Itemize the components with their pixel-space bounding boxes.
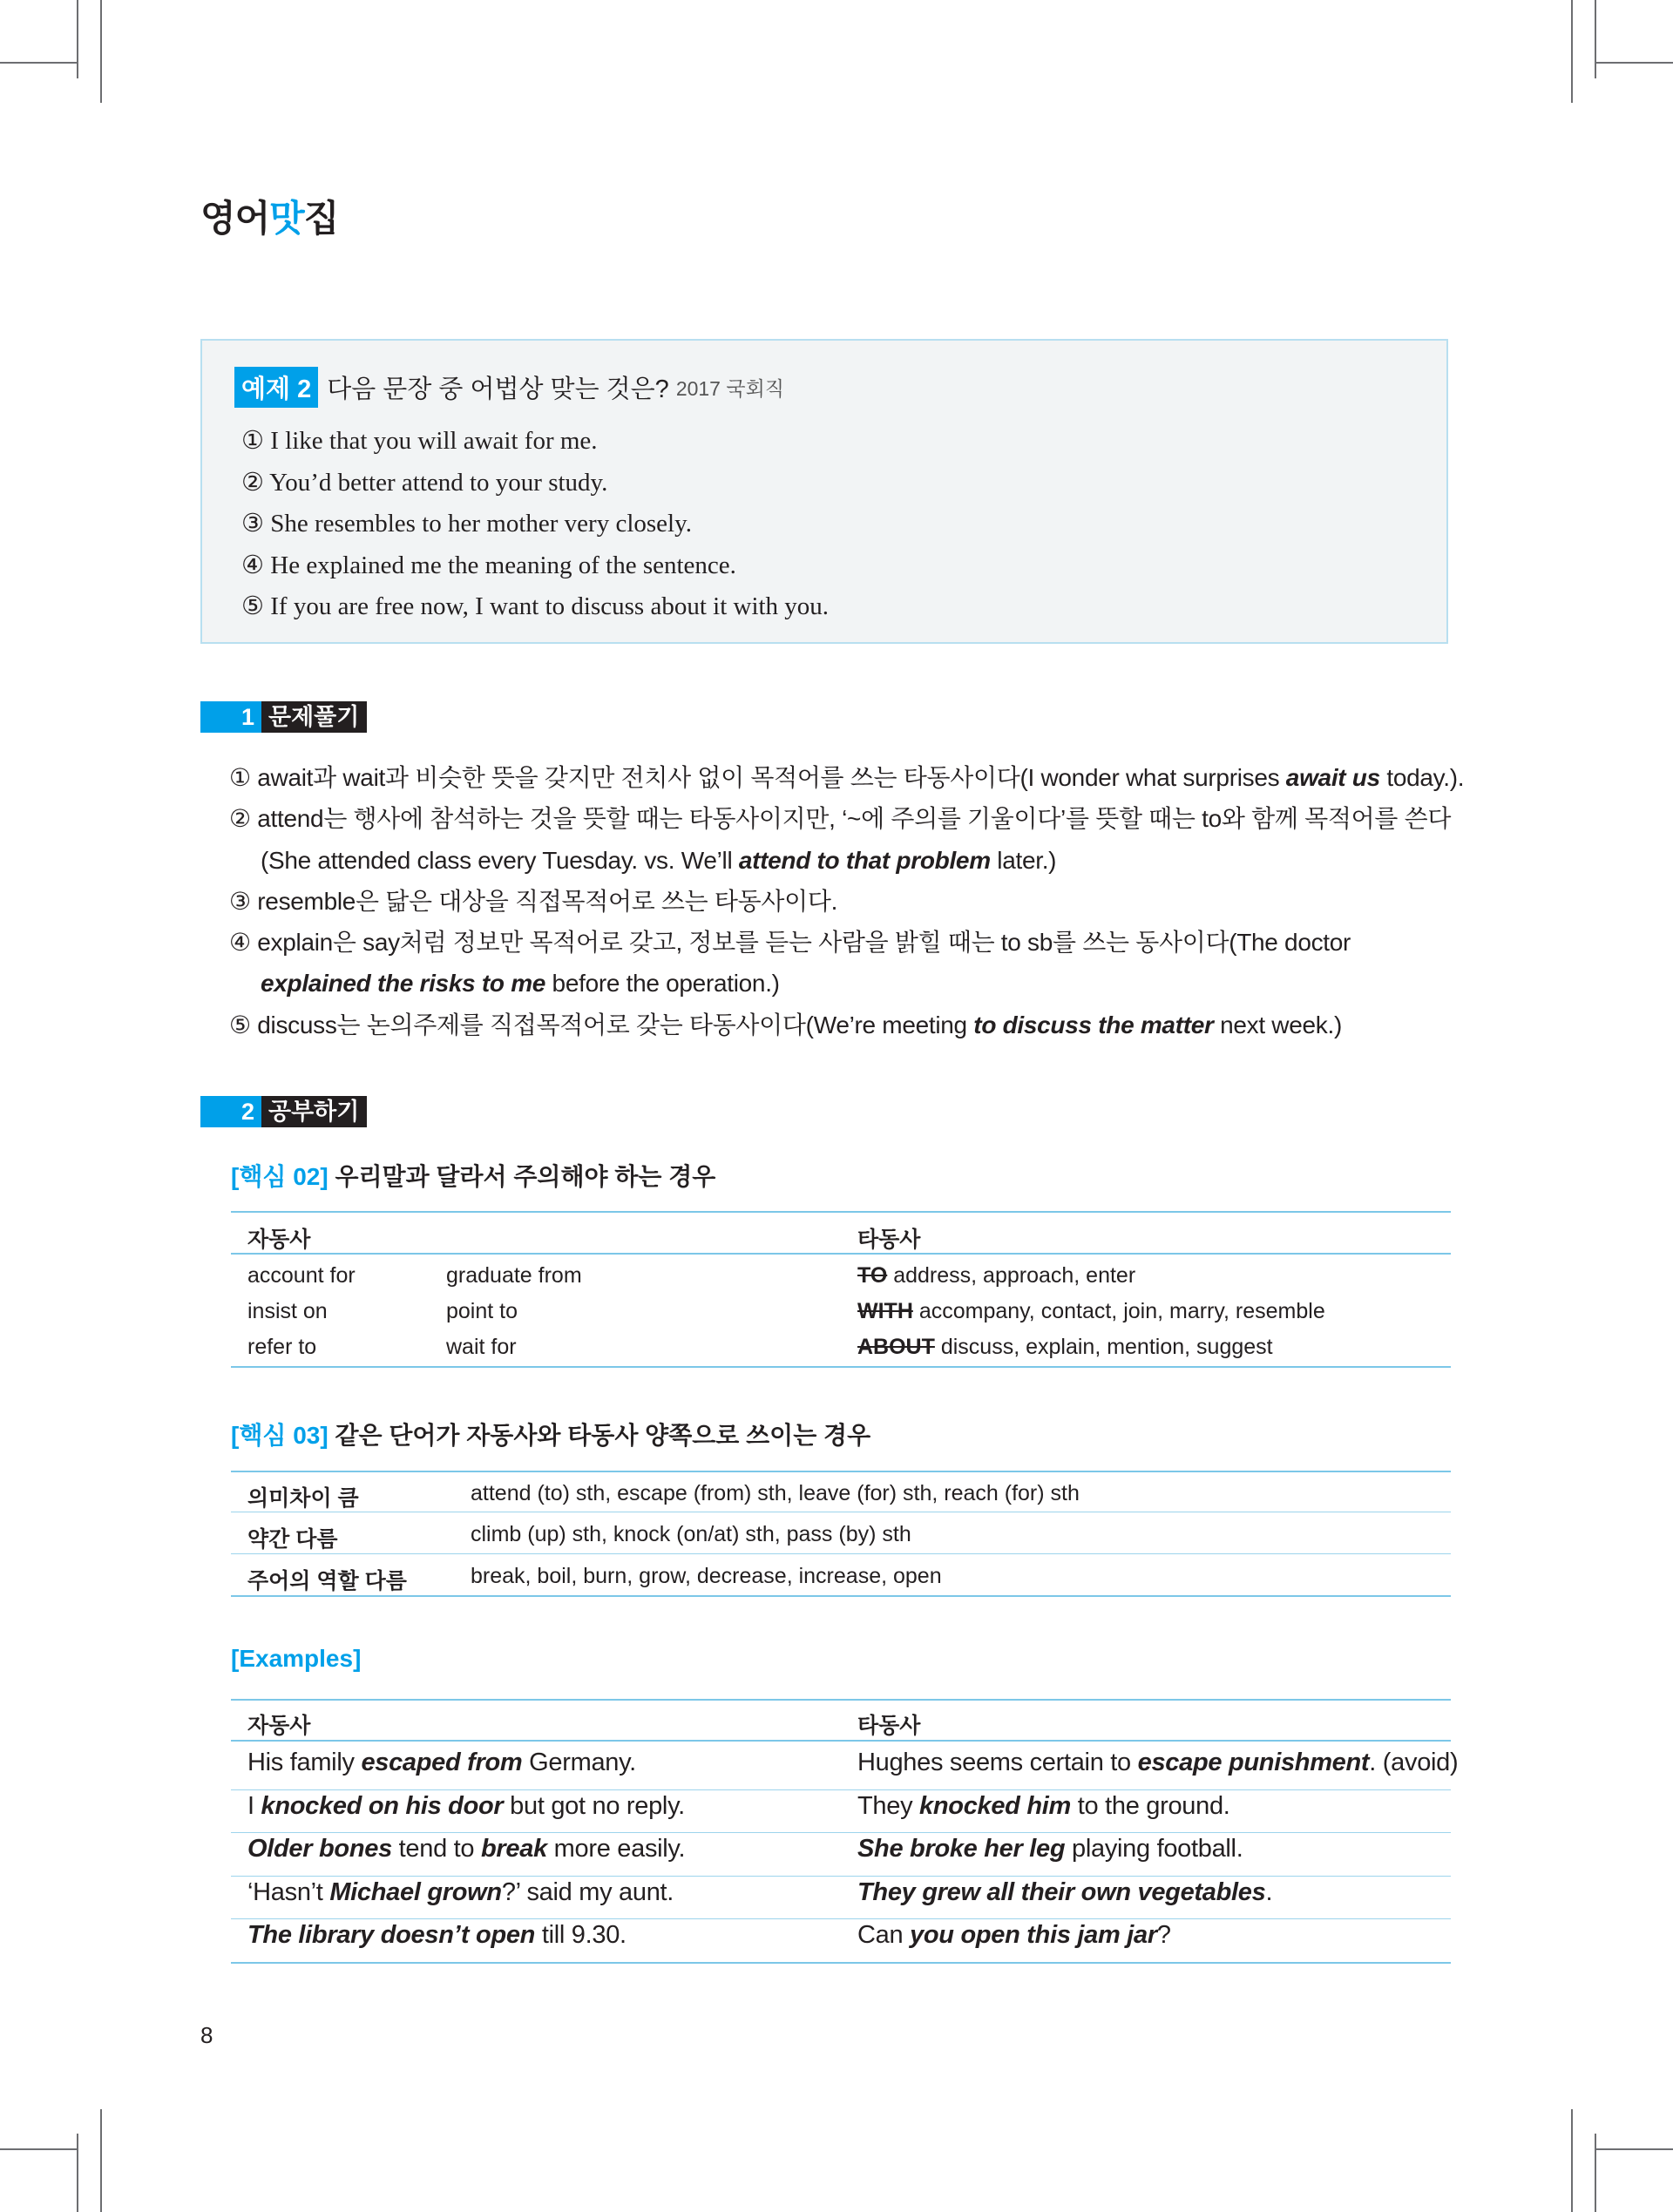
table-cell: TO address, approach, enter [857, 1263, 1136, 1288]
section-heading-solve [200, 701, 367, 733]
crop-mark [1571, 0, 1573, 103]
example-intransitive: Older bones tend to break more easily. [247, 1835, 686, 1863]
crop-mark [100, 2109, 102, 2212]
section-number: 2 [200, 1096, 261, 1127]
table-rule [231, 1553, 1451, 1554]
row-key: 약간 다름 [247, 1527, 338, 1552]
solution-text [229, 757, 1464, 1045]
solution-line: ① await과 wait과 비슷한 뜻을 갖지만 전치사 없이 목적어를 쓰는 타동사이다(I wonder what surprises await us today.). [229, 764, 1465, 791]
crop-mark [1571, 2109, 1573, 2212]
table-cell: point to [446, 1299, 518, 1323]
table-rule [231, 1876, 1451, 1877]
option-4: ④ He explained me the meaning of the sentence. [241, 551, 736, 579]
table-rule [231, 1253, 1451, 1255]
table-cell: account for [247, 1263, 356, 1288]
solution-line: ④ explain은 say처럼 정보만 목적어로 갖고, 정보를 듣는 사람을 밝힐 때는 to sb를 쓰는 동사이다(The doctor [229, 929, 1351, 957]
option-1: ① I like that you will await for me. [241, 427, 598, 455]
section-title: 문제풀기 [261, 701, 367, 733]
row-value: attend (to) sth, escape (from) sth, leave (for) sth, reach (for) sth [471, 1481, 1080, 1505]
table-cell: refer to [247, 1335, 317, 1359]
header-transitive: 타동사 [857, 1228, 921, 1252]
crop-mark [100, 0, 102, 103]
example-transitive: She broke her leg playing football. [857, 1835, 1243, 1863]
core-02-title: [핵심 02] 우리말과 달라서 주의해야 하는 경우 [231, 1163, 716, 1190]
section-heading-study [200, 1096, 367, 1127]
table-rule [231, 1962, 1451, 1964]
row-key: 주어의 역할 다름 [247, 1569, 407, 1593]
crop-mark [1595, 2148, 1673, 2150]
table-rule [231, 1366, 1451, 1368]
solution-line: explained the risks to me before the operation.) [261, 970, 780, 998]
example-options [241, 421, 829, 628]
crop-mark [0, 62, 78, 64]
option-3: ③ She resembles to her mother very closely. [241, 510, 692, 538]
option-5: ⑤ If you are free now, I want to discuss about it with you. [241, 592, 830, 620]
example-header [234, 367, 784, 408]
section-title: 공부하기 [261, 1096, 367, 1127]
example-question: 다음 문장 중 어법상 맞는 것은? [327, 375, 669, 403]
table-cell: insist on [247, 1299, 328, 1323]
example-intransitive: I knocked on his door but got no reply. [247, 1791, 685, 1820]
option-2: ② You’d better attend to your study. [241, 468, 608, 497]
examples-title: [Examples] [231, 1645, 362, 1672]
table-rule [231, 1595, 1451, 1597]
row-value: climb (up) sth, knock (on/at) sth, pass (by) sth [471, 1522, 911, 1546]
solution-line: ② attend는 행사에 참석하는 것을 뜻할 때는 타동사이지만, ‘~에 주의를 기울이다’를 뜻할 때는 to와 함께 목적어를 쓴다 [229, 805, 1452, 833]
example-source: 2017 국회직 [675, 377, 785, 400]
table-cell: WITH accompany, contact, join, marry, resemble [857, 1299, 1325, 1323]
table-rule [231, 1740, 1451, 1742]
row-key: 의미차이 큼 [247, 1486, 359, 1511]
crop-mark [1595, 0, 1596, 78]
crop-mark [1595, 2134, 1596, 2212]
solution-line: ⑤ discuss는 논의주제를 직접목적어로 갖는 타동사이다(We’re meeting to discuss the matter next week.) [229, 1011, 1342, 1038]
table-cell: wait for [446, 1335, 517, 1359]
example-transitive: They grew all their own vegetables. [857, 1877, 1273, 1906]
header-intransitive: 자동사 [247, 1228, 311, 1252]
example-intransitive: The library doesn’t open till 9.30. [247, 1921, 627, 1949]
book-brand-logo: 영어맛집 [200, 197, 339, 240]
table-cell: graduate from [446, 1263, 582, 1288]
solution-line: ③ resemble은 닮은 대상을 직접목적어로 쓰는 타동사이다. [229, 887, 838, 915]
solution-line: (She attended class every Tuesday. vs. We’ll attend to that problem later.) [261, 846, 1057, 874]
crop-mark [1595, 62, 1673, 64]
example-intransitive: His family escaped from Germany. [247, 1749, 636, 1776]
page-number: 8 [200, 2022, 213, 2048]
example-transitive: Hughes seems certain to escape punishment. (avoid) [857, 1749, 1459, 1776]
crop-mark [0, 2148, 78, 2150]
example-question-box [200, 339, 1448, 644]
header-intransitive: 자동사 [247, 1714, 311, 1738]
table-rule [231, 1789, 1451, 1790]
table-rule [231, 1211, 1451, 1213]
core-03-title: [핵심 03] 같은 단어가 자동사와 타동사 양쪽으로 쓰이는 경우 [231, 1422, 871, 1449]
table-rule [231, 1918, 1451, 1919]
table-rule [231, 1832, 1451, 1833]
header-transitive: 타동사 [857, 1714, 921, 1738]
example-transitive: Can you open this jam jar? [857, 1921, 1171, 1949]
table-rule [231, 1471, 1451, 1472]
row-value: break, boil, burn, grow, decrease, increase, open [471, 1564, 942, 1588]
section-number: 1 [200, 701, 261, 733]
crop-mark [77, 2134, 78, 2212]
example-transitive: They knocked him to the ground. [857, 1791, 1230, 1820]
crop-mark [77, 0, 78, 78]
table-rule [231, 1699, 1451, 1701]
example-intransitive: ‘Hasn’t Michael grown?’ said my aunt. [247, 1877, 674, 1906]
example-tag: 예제 2 [234, 367, 318, 408]
table-cell: ABOUT discuss, explain, mention, suggest [857, 1335, 1273, 1359]
